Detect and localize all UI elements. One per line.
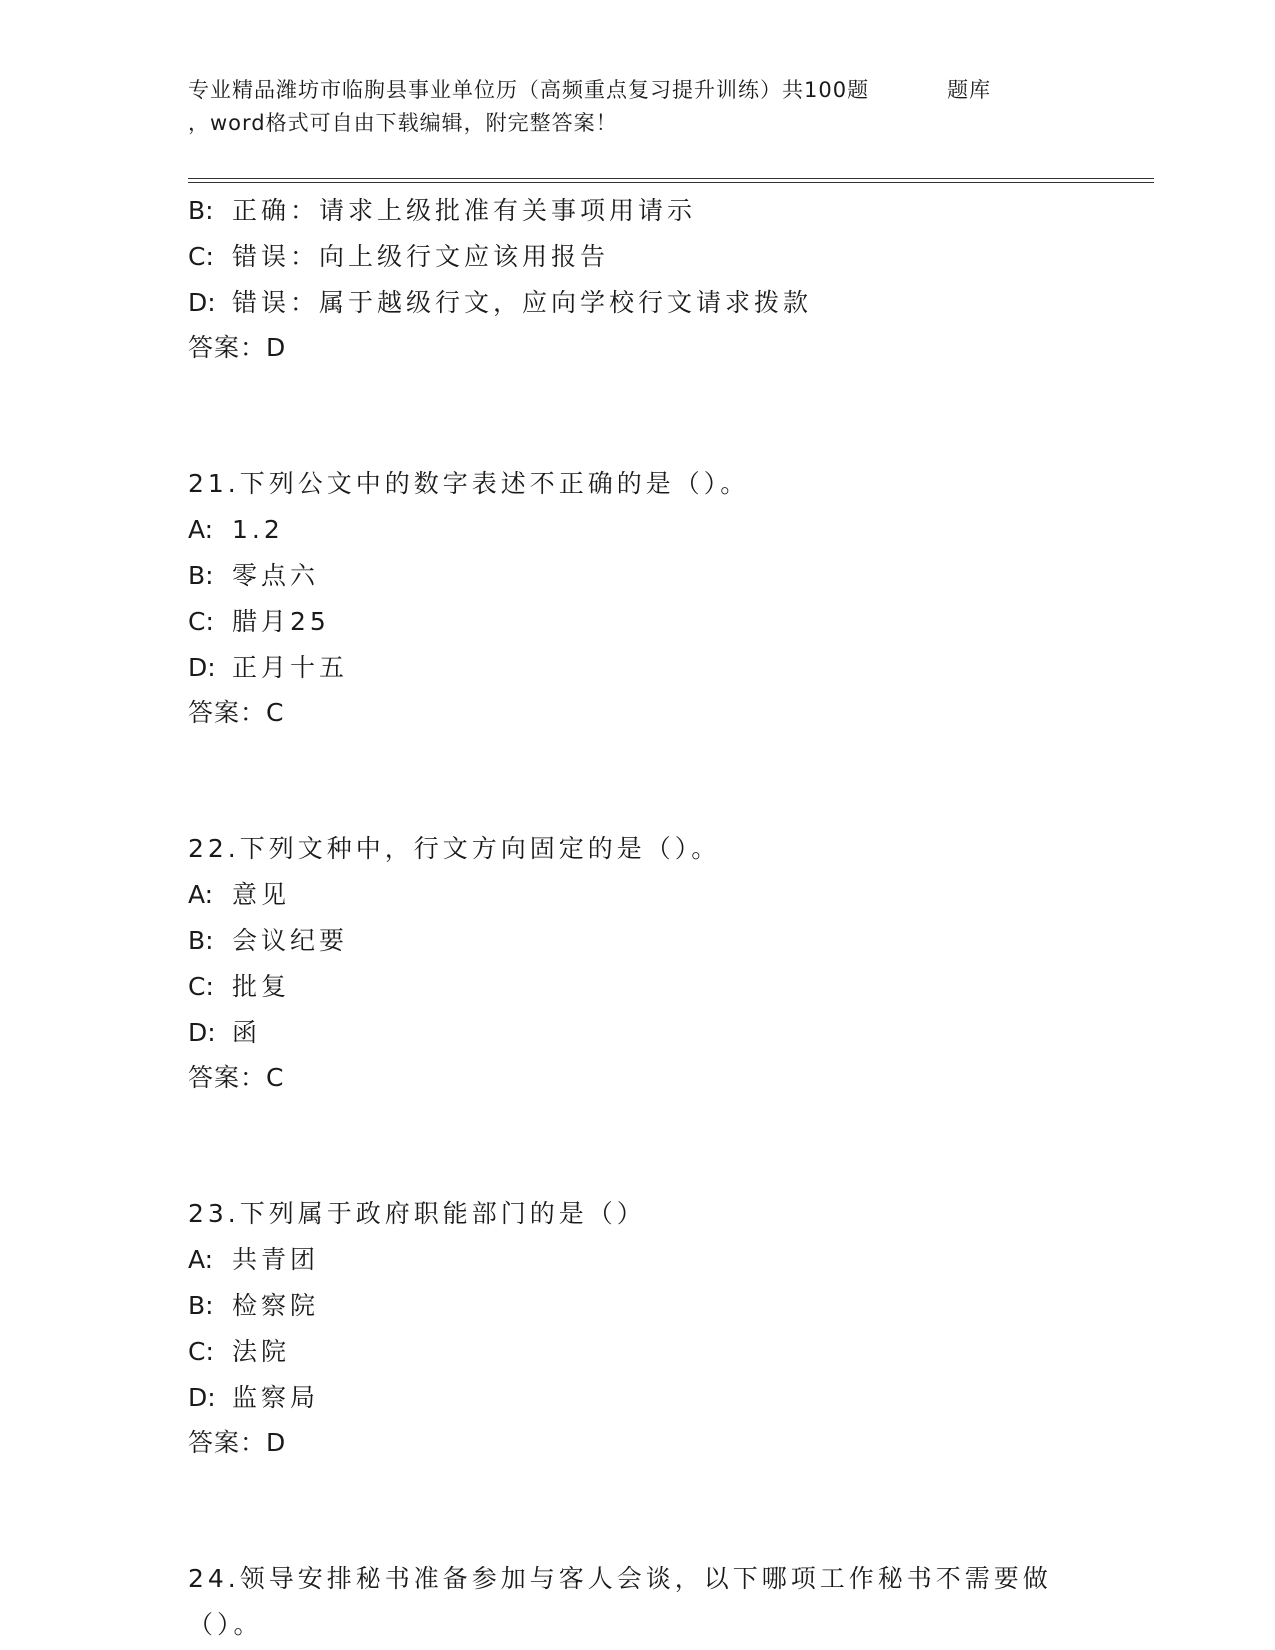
header-rule-top [188,178,1154,179]
document-tag: 题库 [947,78,992,102]
header-rule-bottom [188,182,1154,183]
question-block-22 [188,826,1088,1101]
option-d: D: 监察局 [188,1382,320,1412]
question-block-21 [188,461,1088,736]
question-stem: 23.下列属于政府职能部门的是（） [188,1199,646,1229]
document-subtitle: ，word格式可自由下载编辑，附完整答案！ [188,111,618,135]
option-d: D: 错误：属于越级行文，应向学校行文请求拨款 [188,287,813,317]
document-title: 专业精品潍坊市临朐县事业单位历（高频重点复习提升训练）共100题 [188,78,870,102]
option-d: D: 正月十五 [188,652,349,682]
question-block-24 [188,1556,1088,1648]
answer: 答案：C [188,698,285,728]
question-stem: 22.下列文种中，行文方向固定的是（）。 [188,834,721,864]
option-b: B: 检察院 [188,1290,320,1320]
option-c: C: 法院 [188,1336,291,1366]
question-block-23 [188,1191,1088,1466]
page-header [188,74,1148,140]
option-c: C: 批复 [188,971,291,1001]
option-c: C: 错误：向上级行文应该用报告 [188,241,610,271]
question-stem: 21.下列公文中的数字表述不正确的是（）。 [188,469,750,499]
option-a: A: 意见 [188,880,291,910]
option-b: B: 会议纪要 [188,925,349,955]
question-stem: 24.领导安排秘书准备参加与客人会谈，以下哪项工作秘书不需要做（）。 [188,1564,1052,1640]
option-c: C: 腊月25 [188,606,330,636]
option-b: B: 正确：请求上级批准有关事项用请示 [188,196,697,225]
question-list [188,188,1088,1648]
option-a: A: 共青团 [188,1245,320,1275]
question-block-prev [188,188,1088,371]
option-d: D: 函 [188,1017,262,1047]
option-b: B: 零点六 [188,560,320,590]
answer: 答案：C [188,1063,285,1093]
answer: 答案：D [188,1428,287,1458]
option-a: A: 1.2 [188,515,284,545]
answer: 答案：D [188,333,287,363]
